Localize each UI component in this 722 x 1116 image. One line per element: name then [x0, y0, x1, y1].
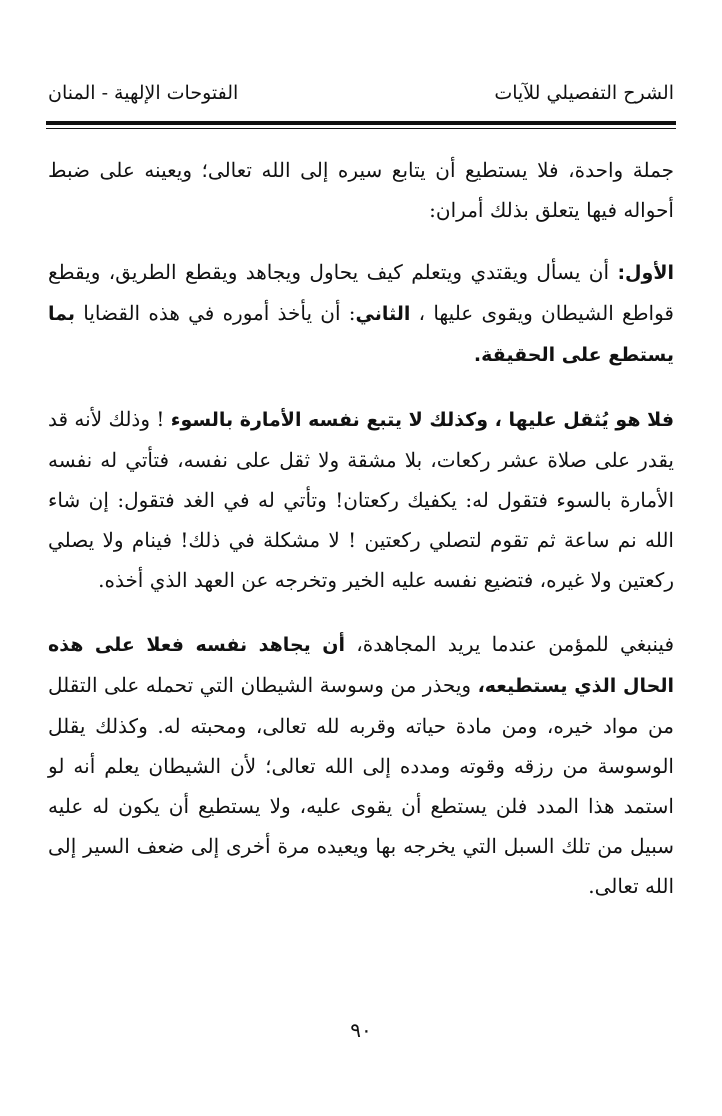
paragraph-4-text-b: ويحذر من وسوسة الشيطان التي تحمله على التقلل من مواد خيره، ومن مادة حياته وقربه لله تعالى، ومحبته له. وكذلك يقلل الوسوسة من رزقه وقوته ومدده إلى الله تعالى؛ لأن الشيطان يعلم أنه لو استمد هذا المدد فلن يستطع أن يقوى عليه، ولا يستطيع أن يكون له عليه سبيل من تلك السبل التي يخرجه بها ويعيده مرة أخرى إلى ضعف السير إلى الله تعالى.: [48, 673, 674, 898]
header-chapter-title: الشرح التفصيلي للآيات: [494, 82, 674, 104]
header-book-title: الفتوحات الإلهية - المنان: [48, 82, 239, 104]
paragraph-4: [48, 624, 674, 906]
paragraph-3-emphasis: فلا هو يُثقل عليها ، وكذلك لا يتبع نفسه الأمارة بالسوء: [170, 409, 675, 431]
paragraph-2-emphasis: بما يستطع على الحقيقة.: [48, 303, 674, 366]
paragraph-2-text-b: : أن يأخذ أموره في هذه القضايا: [75, 301, 356, 325]
running-header: [48, 78, 674, 118]
paragraph-4-text-a: فينبغي للمؤمن عندما يريد المجاهدة،: [345, 632, 675, 656]
paragraph-1: [48, 150, 674, 230]
header-rule-thick: [46, 121, 676, 125]
paragraph-2-text-a: أن يسأل ويقتدي ويتعلم كيف يحاول ويجاهد ويقطع الطريق، ويقطع قواطع الشيطان ويقوى عليها ،: [48, 260, 674, 325]
header-rule-thin: [46, 128, 676, 129]
paragraph-3: [48, 399, 674, 600]
first-point-label: الأول:: [617, 262, 674, 284]
page-number: ٩٠: [350, 1018, 372, 1042]
body-text: [48, 150, 674, 930]
paragraph-1-text: جملة واحدة، فلا يستطيع أن يتابع سيره إلى الله تعالى؛ ويعينه على ضبط أحواله فيها يتعلق بذلك أمران:: [48, 158, 674, 222]
paragraph-4-emphasis: أن يجاهد نفسه فعلا على هذه الحال الذي يستطيعه،: [48, 634, 674, 697]
paragraph-3-text: ! وذلك لأنه قد يقدر على صلاة عشر ركعات، بلا مشقة ولا ثقل على نفسه، فتأتي له نفسه الأمارة بالسوء فتقول له: يكفيك ركعتان! وتأتي له في الغد فتقول: إن شاء الله نم ساعة ثم تقوم لتصلي ركعتين ! لا مشكلة في ذلك! فينام ولا يصلي ركعتين ولا غيره، فتضيع نفسه عليه الخير وتخرجه عن العهد الذي أخذه.: [48, 407, 674, 592]
paragraph-2: [48, 252, 674, 375]
second-point-label: الثاني: [355, 303, 411, 325]
